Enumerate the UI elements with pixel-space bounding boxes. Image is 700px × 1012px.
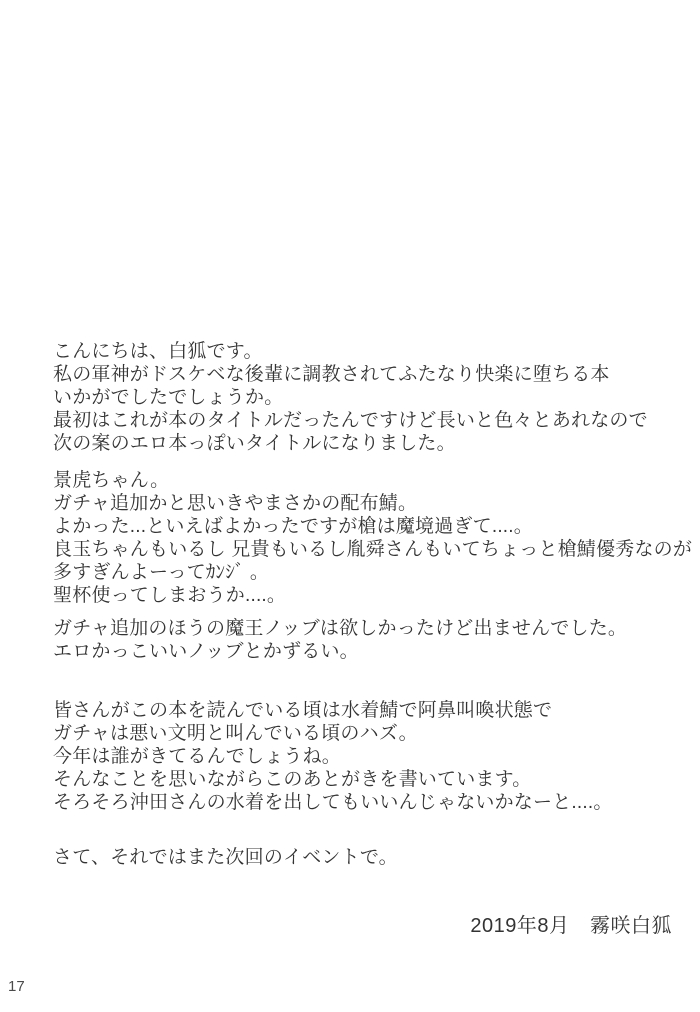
page-number: 17 (8, 978, 25, 995)
text-line: よかった...といえばよかったですが槍は魔境過ぎて....。 (53, 516, 533, 537)
text-line: 私の軍神がドスケベな後輩に調教されてふたなり快楽に堕ちる本 (53, 364, 610, 385)
text-line: そろそろ沖田さんの水着を出してもいいんじゃないかなーと....。 (53, 792, 613, 813)
text-line: 聖杯使ってしまおうか....。 (53, 585, 287, 606)
text-line: 景虎ちゃん。 (53, 470, 170, 491)
text-line: そんなことを思いながらこのあとがきを書いています。 (53, 769, 532, 790)
text-line: さて、それではまた次回のイベントで。 (53, 847, 398, 868)
paragraph-gacha (53, 617, 680, 663)
text-line: いかがでしたでしょうか。 (53, 387, 284, 408)
afterword-text (53, 340, 693, 869)
text-line: 次の案のエロ本っぽいタイトルになりました。 (53, 433, 456, 454)
paragraph-summer (53, 699, 680, 814)
text-line: 良玉ちゃんもいるし 兄貴もいるし胤舜さんもいてちょっと槍鯖優秀なのが (53, 539, 693, 560)
text-line: エロかっこいいノッブとかずるい。 (53, 641, 359, 662)
text-line: 今年は誰がきてるんでしょうね。 (53, 746, 342, 767)
paragraph-greeting (53, 340, 680, 455)
signature-date-author: 2019年8月 霧咲白狐 (470, 915, 672, 937)
text-line: ガチャは悪い文明と叫んでいる頃のハズ。 (53, 723, 418, 744)
text-line: 多すぎんよーってｶﾝｼﾞ 。 (53, 562, 270, 583)
text-line: 皆さんがこの本を読んでいる頃は水着鯖で阿鼻叫喚状態で (53, 700, 553, 721)
text-line: 最初はこれが本のタイトルだったんですけど長いと色々とあれなので (53, 410, 648, 431)
text-line: ガチャ追加かと思いきやまさかの配布鯖。 (53, 493, 418, 514)
paragraph-kagetora (53, 469, 693, 607)
text-line: ガチャ追加のほうの魔王ノッブは欲しかったけど出ませんでした。 (53, 618, 628, 639)
paragraph-closing (53, 846, 680, 869)
text-line: こんにちは、白狐です。 (53, 341, 263, 362)
